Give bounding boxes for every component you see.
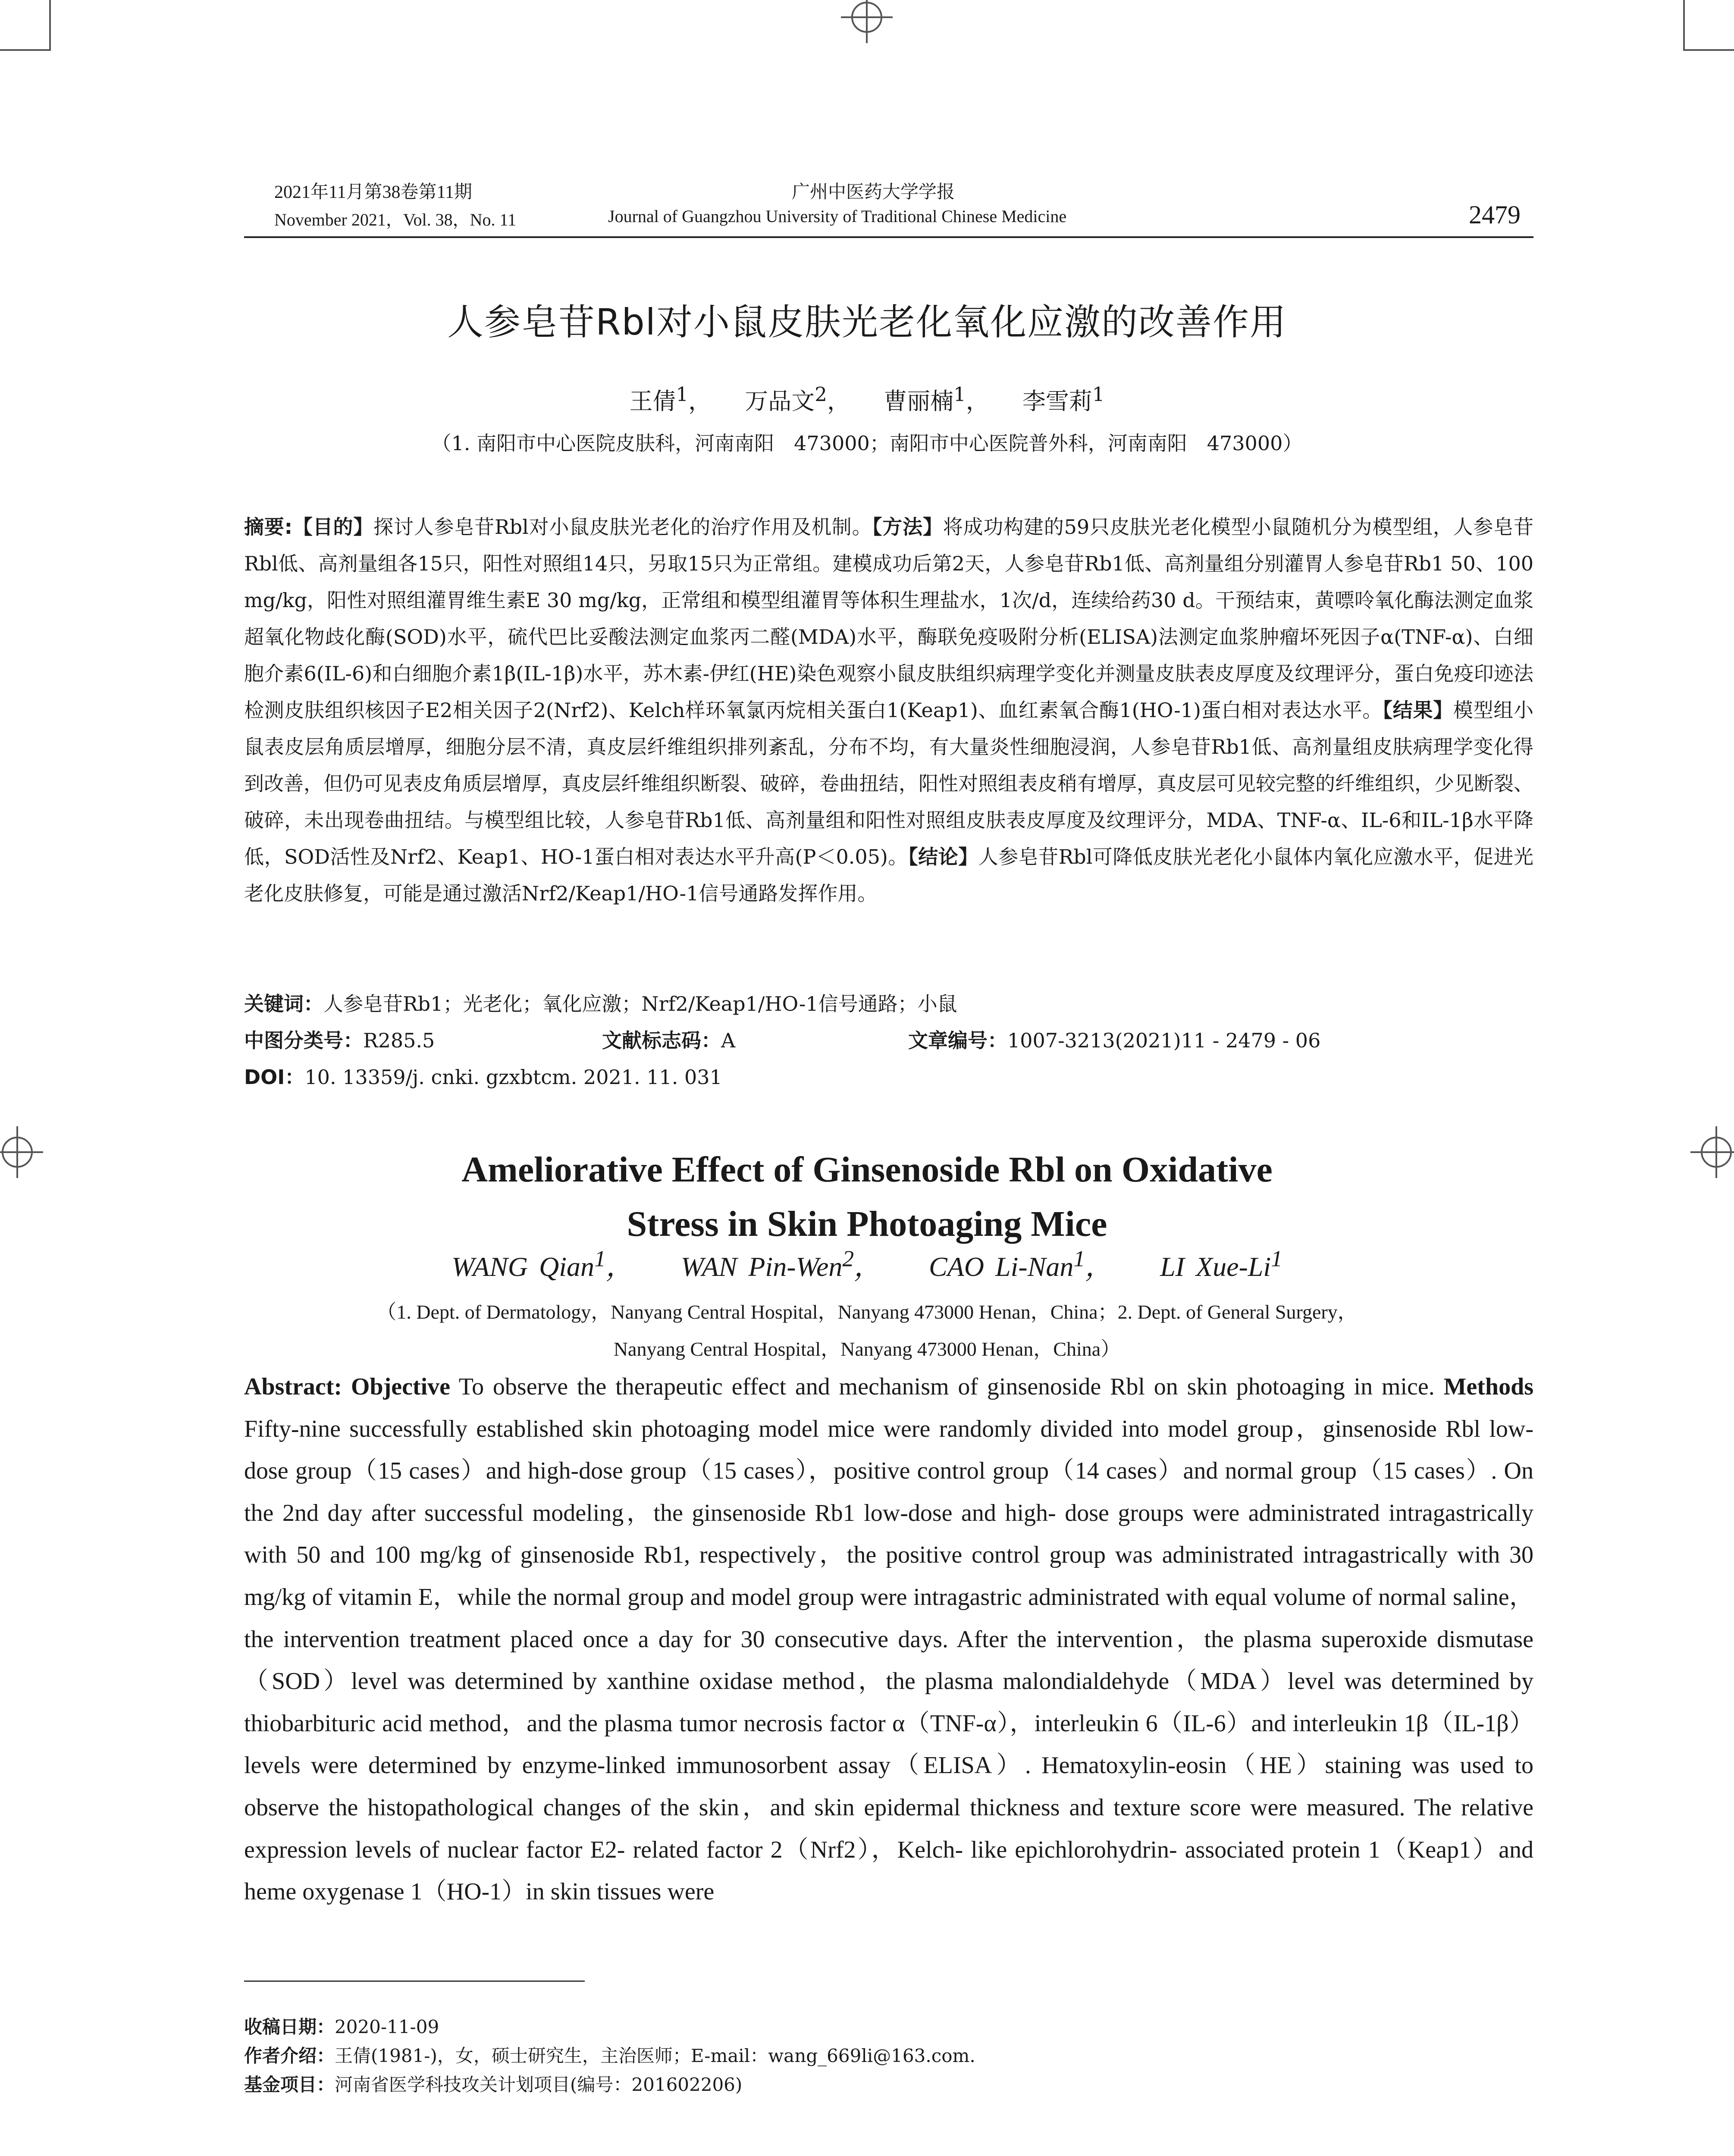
author-cn: 王倩$^1$， <box>629 383 712 415</box>
section-text: 人参皂苷Rbl可降低皮肤光老化小鼠体内氧化应激水平，促进光老化皮肤修复，可能是通过激活Nrf2/Keap1/HO-1信号通路发挥作用。 <box>244 845 1534 905</box>
objective-label: Objective <box>351 1373 450 1400</box>
abstract-label-cn: 摘要: <box>244 515 293 539</box>
section-label: 【结论】 <box>908 845 978 868</box>
title-en <box>0 1143 1734 1251</box>
clc-number: 中图分类号：R285.5 <box>244 1029 435 1052</box>
received-date: 收稿日期：2020-11-09 <box>244 2016 439 2037</box>
section-label: 【方法】 <box>872 515 943 539</box>
title-cn: 人参皂苷Rbl对小鼠皮肤光老化氧化应激的改善作用 <box>447 301 1287 343</box>
title-en-line: Ameliorative Effect of Ginsenoside Rbl on Oxidative <box>461 1150 1273 1190</box>
running-header <box>244 172 1533 237</box>
journal-name-en: Journal of Guangzhou University of Traditional Chinese Medicine <box>608 207 1067 226</box>
author-cn: 曹丽楠$^1$， <box>884 383 989 415</box>
doi: DOI：10. 13359/j. cnki. gzxbtcm. 2021. 11. 031 <box>244 1065 722 1089</box>
crop-mark <box>0 49 51 51</box>
crop-mark <box>1683 0 1685 51</box>
section-label: 【结果】 <box>1383 699 1453 722</box>
page-number: 2479 <box>1469 201 1521 229</box>
crop-mark <box>49 0 51 51</box>
fund-info: 基金项目：河南省医学科技攻关计划项目(编号：201602206) <box>244 2074 743 2095</box>
keywords: 关键词：人参皂苷Rb1；光老化；氧化应激；Nrf2/Keap1/HO-1信号通路；小鼠 <box>244 992 957 1015</box>
document-code: 文献标志码：A <box>602 1029 736 1052</box>
issue-en: November 2021，Vol. 38，No. 11 <box>274 210 517 229</box>
methods-label: Methods <box>1443 1373 1534 1400</box>
methods-text: Fifty-nine successfully established skin photoaging model mice were randomly divided into model group，ginsenoside Rbl low-dose group（15 cases）and high-dose group（15 cases），positive control group（14 cases）and normal group（15 cases）. On the 2nd day after successful modeling，the ginsenoside Rb1 low-dose and high- dose groups were administrated intragastrically with 50 and 100 mg/kg of ginsenoside Rb1, respectively，the positive control group was administrated intragastrically with 30 mg/kg of vitamin E，while the normal group and model group were intragastric administrated with equal volume of normal saline，the intervention treatment placed once a day for 30 consecutive days. After the intervention，the plasma superoxide dismutase（SOD）level was determined by xanthine oxidase method，the plasma malondialdehyde（MDA）level was determined by thiobarbituric acid method，and the plasma tumor necrosis factor α（TNF-α），interleukin 6（IL-6）and interleukin 1β（IL-1β）levels were determined by enzyme-linked immunosorbent assay（ELISA）. Hematoxylin-eosin（HE）staining was used to observe the histopathological changes of the skin，and skin epidermal thickness and texture score were measured. The relative expression levels of nuclear factor E2- related factor 2（Nrf2），Kelch- like epichlorohydrin- associated protein 1（Keap1）and heme oxygenase 1（HO-1）in skin tissues were <box>244 1415 1533 1905</box>
author-en: CAO Li-Nan$^1$， <box>929 1245 1113 1282</box>
section-label: 【目的】 <box>292 515 374 539</box>
author-cn: 李雪莉$^1$ <box>1022 383 1105 415</box>
author-info: 作者介绍：王倩(1981-)，女，硕士研究生，主治医师；E-mail：wang_669li@163.com. <box>244 2045 975 2066</box>
article-number: 文章编号：1007-3213(2021)11 - 2479 - 06 <box>908 1029 1321 1052</box>
journal-name-cn: 广州中医药大学学报 <box>792 182 955 202</box>
affiliation-en: （1. Dept. of Dermatology，Nanyang Central Hospital，Nanyang 473000 Henan，China；2. Dept. of General Surgery， Nanyang Central Hospital，Nanyang 473000 Henan，China） <box>376 1301 1358 1360</box>
abstract-en <box>244 1366 1533 1913</box>
header-rule <box>244 236 1533 238</box>
abstract-cn <box>244 509 1533 912</box>
objective-text: To observe the therapeutic effect and mechanism of ginsenoside Rbl on skin photoaging in mice. <box>458 1373 1435 1400</box>
section-text: 将成功构建的59只皮肤光老化模型小鼠随机分为模型组，人参皂苷Rbl低、高剂量组各15只，阳性对照组14只，另取15只为正常组。建模成功后第2天，人参皂苷Rb1低、高剂量组分别灌胃人参皂苷Rb1 50、100 mg/kg，阳性对照组灌胃维生素E 30 mg/kg，正常组和模型组灌胃等体积生理盐水，1次/d，连续给药30 d。干预结束，黄嘌呤氧化酶法测定血浆超氧化物歧化酶(SOD)水平，硫代巴比妥酸法测定血浆丙二醛(MDA)水平，酶联免疫吸附分析(ELISA)法测定血浆肿瘤坏死因子α(TNF-α)、白细胞介素6(IL-6)和白细胞介素1β(IL-1β)水平，苏木素-伊红(HE)染色观察小鼠皮肤组织病理学变化并测量皮肤表皮厚度及纹理评分，蛋白免疫印迹法检测皮肤组织核因子E2相关因子2(Nrf2)、Kelch样环氧氯丙烷相关蛋白1(Keap1)、血红素氧合酶1(HO-1)蛋白相对表达水平。 <box>244 515 1534 722</box>
section-text: 模型组小鼠表皮层角质层增厚，细胞分层不清，真皮层纤维组织排列紊乱，分布不均，有大量炎性细胞浸润，人参皂苷Rb1低、高剂量组皮肤病理学变化得到改善，但仍可见表皮角质层增厚，真皮层纤维组织断裂、破碎，卷曲扭结，阳性对照组表皮稍有增厚，真皮层可见较完整的纤维组织，少见断裂、破碎，未出现卷曲扭结。与模型组比较，人参皂苷Rb1低、高剂量组和阳性对照组皮肤表皮厚度及纹理评分，MDA、TNF-α、IL-6和IL-1β水平降低，SOD活性及Nrf2、Keap1、HO-1蛋白相对表达水平升高(P＜0.05)。 <box>244 699 1534 868</box>
registration-mark-top <box>841 0 893 43</box>
title-en-line: Stress in Skin Photoaging Mice <box>627 1204 1107 1244</box>
author-en: WAN Pin-Wen$^2$， <box>680 1245 882 1282</box>
crop-mark <box>1683 49 1734 51</box>
author-en: LI Xue-Li$^1$ <box>1160 1245 1282 1282</box>
author-cn: 万品文$^2$， <box>745 383 850 415</box>
issue-cn: 2021年11月第38卷第11期 <box>274 182 472 202</box>
section-text: 探讨人参皂苷Rbl对小鼠皮肤光老化的治疗作用及机制。 <box>373 515 872 539</box>
authors-en <box>0 1244 1734 1284</box>
abstract-label-en: Abstract: <box>244 1373 342 1400</box>
affiliation-cn: （1. 南阳市中心医院皮肤科，河南南阳 473000；南阳市中心医院普外科，河南南阳 473000） <box>431 432 1303 455</box>
author-en: WANG Qian$^1$， <box>452 1245 633 1282</box>
footnote-rule <box>244 1981 585 1982</box>
authors-cn <box>0 383 1734 416</box>
